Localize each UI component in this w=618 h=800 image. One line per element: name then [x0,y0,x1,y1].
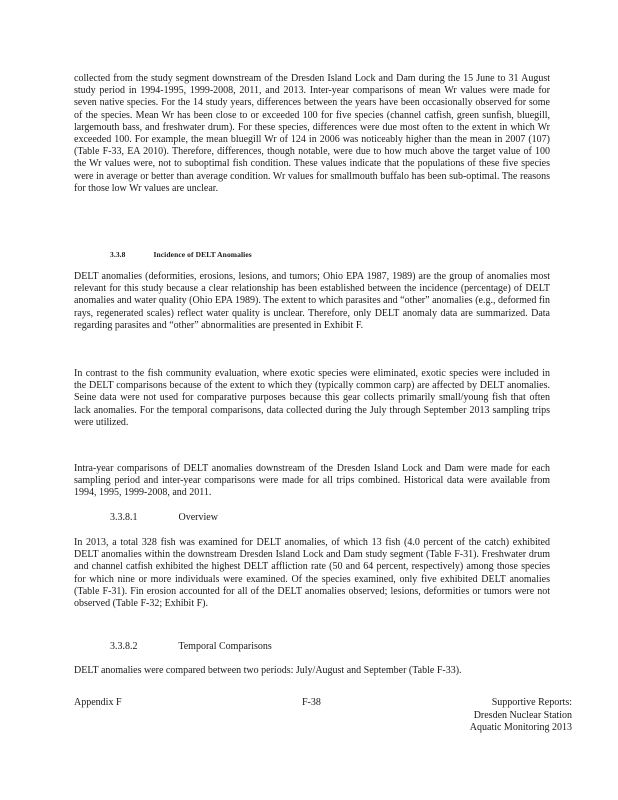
footer-report-title [392,697,572,735]
intra-year-paragraph: Intra-year comparisons of DELT anomalies downstream of the Dresden Island Lock and Dam were made for each sampling period and inter-year comparisons were made for all trips combined. Historical data were available from 1994, 1995, 1999-2008, and 2011. [74,463,550,499]
intra-year-block [74,463,550,500]
overview-block [74,537,550,610]
exotic-paragraph: In contrast to the fish community evaluation, where exotic species were eliminated, exotic species were included in the DELT comparisons because of the extent to which they (typically common carp) are affected by DELT anomalies. Seine data were not used for comparative purposes because this gear collects primarily small/young fish that often lack anomalies. For the temporal comparisons, data collected during the July through September 2013 sampling trips were utilized. [74,368,550,428]
footer-report-line-1: Supportive Reports: [491,697,572,708]
footer-appendix: Appendix F [74,697,122,708]
subsection-temporal-title: Temporal Comparisons [178,641,272,652]
temporal-block [74,665,550,677]
intro-paragraph: collected from the study segment downstream of the Dresden Island Lock and Dam during the 15 June to 31 August study period in 1994-1995, 1999-2008, 2011, and 2013. Inter-year comparisons of mean Wr values were made for seven native species. For the 14 study years, differences between the years have been occasionally observed for some of the species. Mean Wr has been close to or exceeded 100 for five species (channel catfish, green sunfish, bluegill, largemouth bass, and freshwater drum). For these species, differences were due most often to the extent in which Wr exceeded 100. For example, the mean bluegill Wr of 124 in 2006 was noticeably higher than the mean in 2007 (107) (Table F-33, EA 2010). Therefore, differences, though notable, were due to how much above the target value of 100 the Wr values were, not to suboptimal fish condition. These values indicate that the populations of these five species were in average or better than average condition. Wr values for smallmouth buffalo has been sub-optimal. The reasons for those low Wr values are unclear. [74,73,550,194]
temporal-paragraph: DELT anomalies were compared between two periods: July/August and September (Table F-33). [74,665,462,676]
subsection-overview-heading [110,512,218,524]
footer-page-number: F-38 [302,697,321,708]
subsection-temporal-heading [110,641,272,653]
footer-report-line-3: Aquatic Monitoring 2013 [469,722,572,733]
footer-report-line-2: Dresden Nuclear Station [473,709,572,721]
section-heading [110,249,252,261]
intro-paragraph-block [74,73,550,195]
exotic-block [74,368,550,429]
delt-definition-block [74,271,550,332]
subsection-overview-number: 3.3.8.1 [110,512,138,523]
subsection-temporal-number: 3.3.8.2 [110,641,138,652]
overview-paragraph: In 2013, a total 328 fish was examined for DELT anomalies, of which 13 fish (4.0 percent of the catch) exhibited DELT anomalies within the downstream Dresden Island Lock and Dam study segment (Table F-31). Freshwater drum and channel catfish exhibited the highest DELT affliction rate (50 and 64 percent, respectively) among those species for which nine or more individuals were examined. Of the species examined, only five exhibited DELT anomalies (Table F-31). Fin erosion accounted for all of the DELT anomalies observed; lesions, deformities or tumors were not observed (Table F-32; Exhibit F). [74,537,550,610]
section-title: Incidence of DELT Anomalies [153,250,252,259]
section-number: 3.3.8 [110,250,126,259]
delt-definition-paragraph: DELT anomalies (deformities, erosions, lesions, and tumors; Ohio EPA 1987, 1989) are the group of anomalies most relevant for this study because a clear relationship has been established between the incidence (percentage) of DELT anomalies and water quality (Ohio EPA 1989). The extent to which parasites and “other” anomalies (e.g., deformed fin rays, regenerated scales) reflect water quality is unclear. Therefore, only DELT anomaly data are summarized. Data regarding parasites and “other” abnormalities are presented in Exhibit F. [74,271,550,331]
subsection-overview-title: Overview [178,512,218,523]
